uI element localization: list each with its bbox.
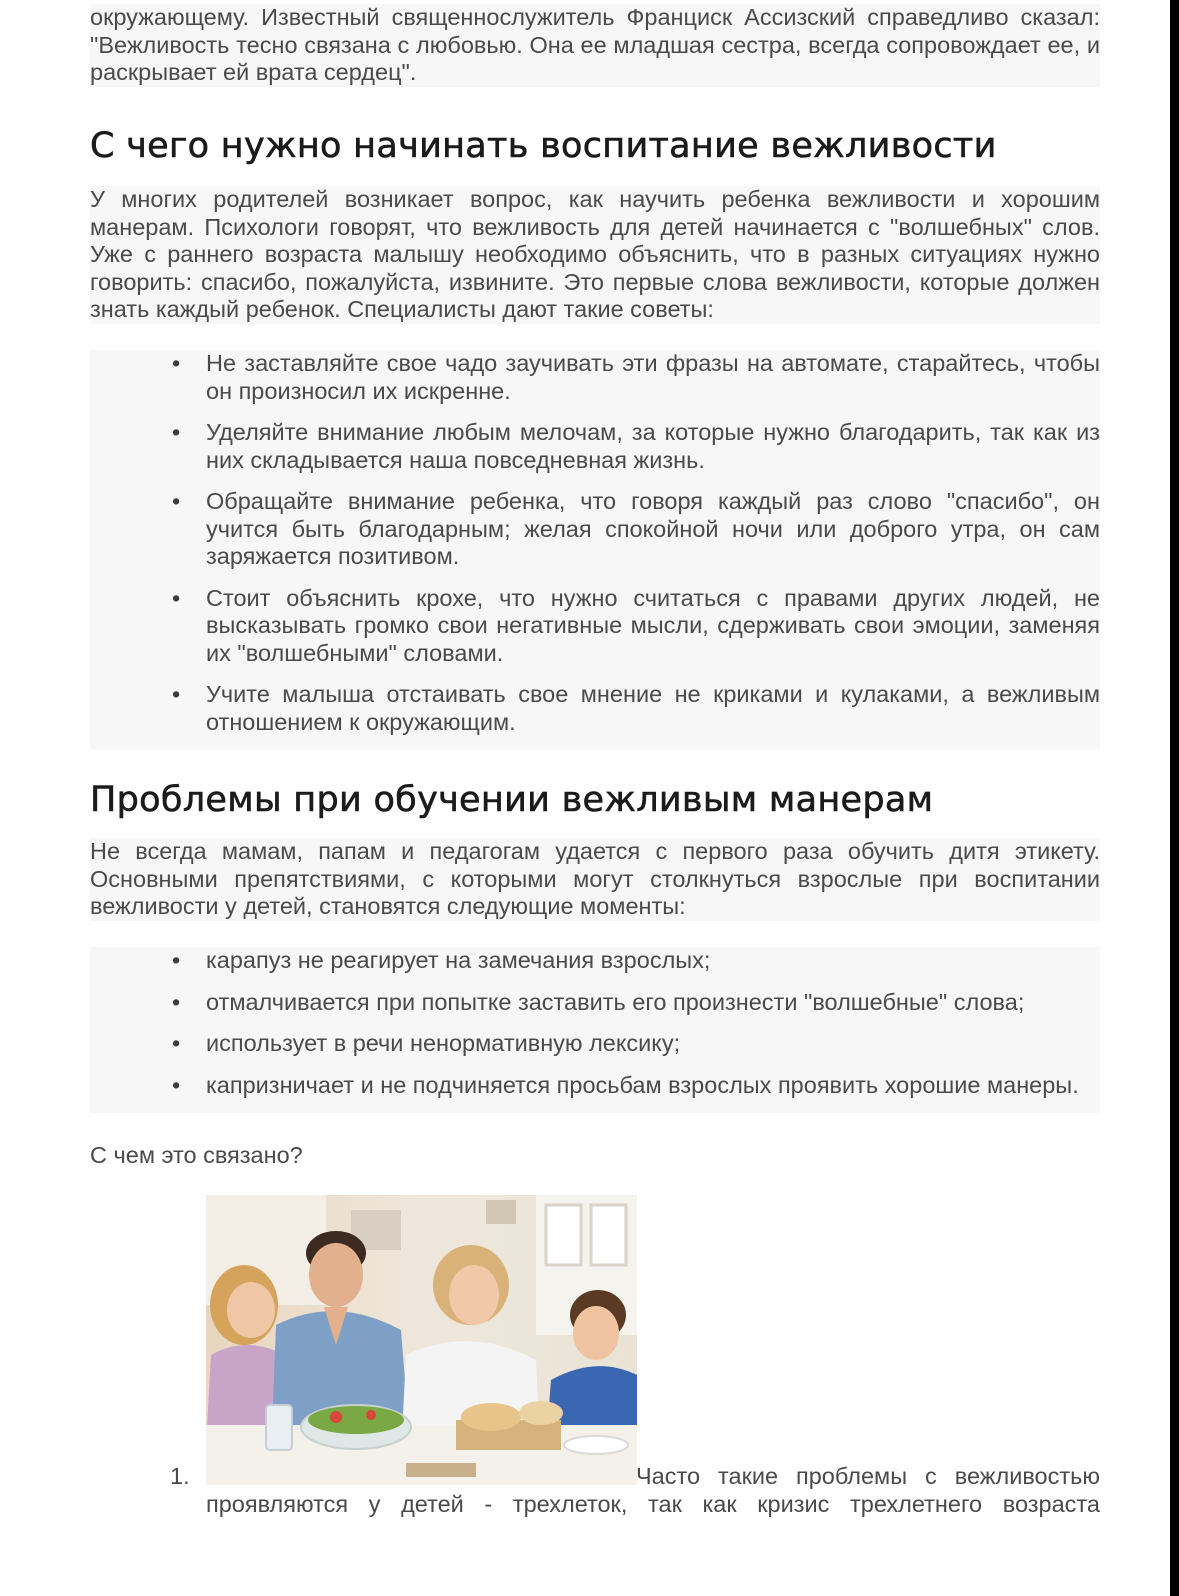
section-heading-politeness-start: С чего нужно начинать воспитание вежливости bbox=[90, 126, 997, 166]
tip-text: Не заставляйте свое чадо заучивать эти фразы на автомате, старайтесь, чтобы он произносил их искренне. bbox=[206, 350, 1100, 404]
problem-text: использует в речи ненормативную лексику; bbox=[206, 1030, 681, 1056]
bullet-icon: • bbox=[172, 350, 181, 376]
bullet-icon: • bbox=[172, 419, 181, 445]
ordered-item-text-line1: Часто такие проблемы с вежливостью bbox=[636, 1463, 1100, 1489]
list-number: 1. bbox=[170, 1463, 190, 1489]
list-item bbox=[172, 584, 1100, 668]
intro-paragraph: окружающему. Известный священнослужитель Франциск Ассизский справедливо сказал: "Вежливость тесно связана с любовью. Она ее младшая сестра, всегда сопровождает ее, и раскрывает ей врата сердец". bbox=[90, 4, 1100, 85]
section2-paragraph: Не всегда мамам, папам и педагогам удается с первого раза обучить дитя этикету. Основными препятствиями, с которыми могут столкнуться взрослые при воспитании вежливости у детей, становятся следующие моменты: bbox=[90, 838, 1100, 919]
tip-text: Обращайте внимание ребенка, что говоря каждый раз слово "спасибо", он учится быть благодарным; желая спокойной ночи или доброго утра, он сам заряжается позитивом. bbox=[206, 488, 1100, 569]
list-item bbox=[172, 419, 1100, 474]
bullet-icon: • bbox=[172, 988, 181, 1015]
ordered-item-text-line2: проявляются у детей - трехлеток, так как кризис трехлетнего возраста bbox=[206, 1491, 1100, 1517]
list-item bbox=[172, 1030, 1100, 1058]
family-dinner-illustration bbox=[206, 1195, 637, 1485]
question-text: С чем это связано? bbox=[90, 1142, 303, 1168]
bullet-icon: • bbox=[172, 1030, 181, 1056]
family-dinner-photo bbox=[206, 1195, 637, 1485]
list-item bbox=[172, 947, 1100, 975]
bullet-icon: • bbox=[172, 681, 181, 707]
bullet-icon: • bbox=[172, 488, 181, 514]
tip-text: Стоит объяснить крохе, что нужно считаться с правами других людей, не высказывать громко свои негативные мысли, сдерживать свои эмоции, заменяя их "волшебными" словами. bbox=[206, 584, 1100, 666]
list-item bbox=[172, 988, 1100, 1017]
tip-text: Уделяйте внимание любым мелочам, за которые нужно благодарить, так как из них складывается наша повседневная жизнь. bbox=[206, 419, 1100, 473]
problem-text: отмалчивается при попытке заставить его произнести "волшебные" слова; bbox=[206, 988, 1025, 1015]
section-heading-problems: Проблемы при обучении вежливым манерам bbox=[90, 780, 934, 820]
list-item bbox=[172, 1071, 1100, 1100]
list-item bbox=[172, 681, 1100, 736]
list-item bbox=[172, 488, 1100, 571]
tip-text: Учите малыша отстаивать свое мнение не криками и кулаками, а вежливым отношением к окружающим. bbox=[206, 681, 1100, 735]
problem-text: капризничает и не подчиняется просьбам взрослых проявить хорошие манеры. bbox=[206, 1071, 1079, 1098]
bullet-icon: • bbox=[172, 584, 181, 611]
ordered-list bbox=[90, 1195, 1100, 1525]
problem-text: карапуз не реагирует на замечания взрослых; bbox=[206, 947, 711, 973]
section1-paragraph: У многих родителей возникает вопрос, как научить ребенка вежливости и хорошим манерам. Психологи говорят, что вежливость для детей начинается с "волшебных" слов. Уже с раннего возраста малышу необходимо объяснить, что в разных ситуациях нужно говорить: спасибо, пожалуйста, извините. Это первые слова вежливости, которые должен знать каждый ребенок. Специалисты дают такие советы: bbox=[90, 186, 1100, 322]
tips-list bbox=[90, 350, 1100, 750]
list-item bbox=[172, 350, 1100, 405]
bullet-icon: • bbox=[172, 947, 181, 973]
problems-list bbox=[90, 947, 1100, 1113]
bullet-icon: • bbox=[172, 1071, 181, 1098]
